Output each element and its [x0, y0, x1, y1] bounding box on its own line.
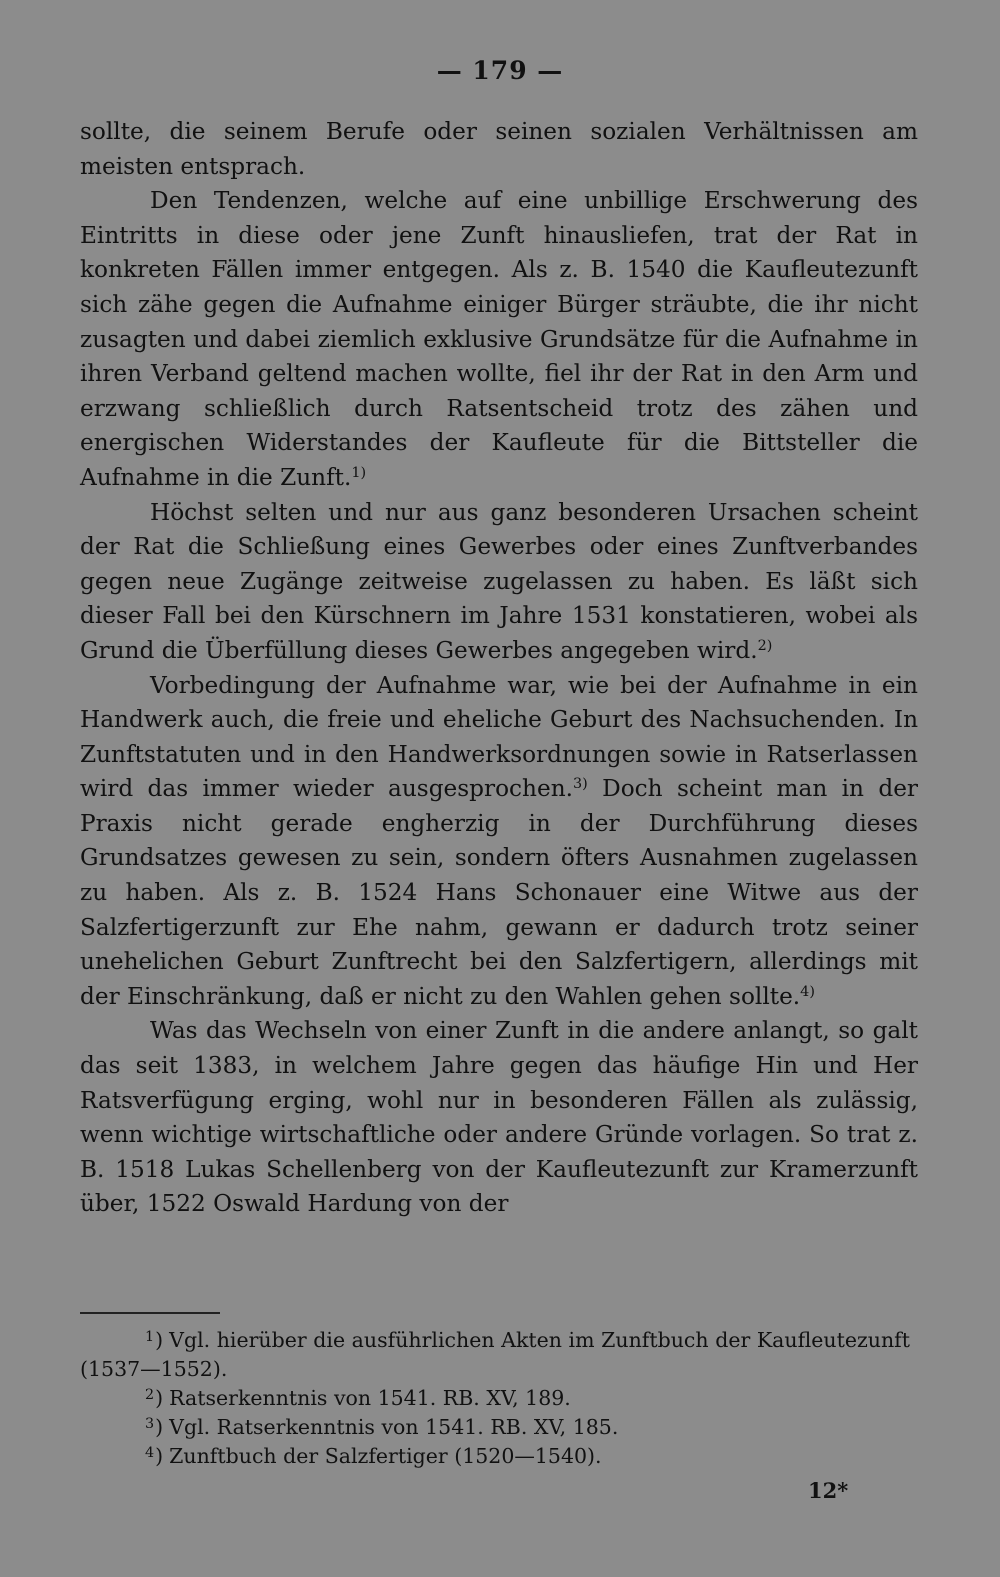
footnote-3 [80, 1413, 910, 1442]
footnote-4-text: Zunftbuch der Salzfertiger (1520—1540). [169, 1444, 602, 1468]
paragraph-5 [80, 1014, 918, 1222]
footnote-4-mark: 4 [145, 1444, 155, 1461]
footnote-1-mark: 1 [145, 1328, 155, 1345]
footnote-divider [80, 1312, 220, 1314]
footnote-4-paren: ) [155, 1444, 164, 1468]
paragraph-1 [80, 115, 918, 184]
paragraph-1-text: sollte, die seinem Berufe oder seinen sozialen Verhältnissen am meisten entsprach. [80, 118, 918, 180]
footnote-ref-3: 3) [573, 776, 588, 793]
footnote-3-text: Vgl. Ratserkenntnis von 1541. RB. XV, 185. [169, 1415, 619, 1439]
footnote-4 [80, 1442, 910, 1471]
paragraph-5-text: Was das Wechseln von einer Zunft in die andere anlangt, so galt das seit 1383, in welchem Jahre gegen das häufige Hin und Her Ratsverfügung erging, wohl nur in besonderen Fällen als zulässig, wenn wichtige wirtschaftliche oder andere Gründe vorlagen. So trat z. B. 1518 Lukas Schellenberg von der Kaufleutezunft zur Kramerzunft über, 1522 Oswald Hardung von der [80, 1017, 918, 1218]
paragraph-2 [80, 184, 918, 495]
footnote-ref-2: 2) [757, 638, 773, 654]
footnote-ref-1: 1) [351, 465, 367, 482]
page-number: — 179 — [436, 56, 564, 85]
paragraph-3 [80, 496, 918, 669]
signature-mark: 12* [808, 1478, 849, 1503]
footnote-1-paren: ) [155, 1328, 164, 1352]
footnote-3-mark: 3 [145, 1415, 155, 1432]
paragraph-4-text-cont: Doch scheint man in der Praxis nicht gerade engherzig in der Durchführung dieses Grundsatzes gewesen zu sein, sondern öfters Ausnahmen zugelassen zu haben. Als z. B. 1524 Hans Schonauer eine Witwe aus der Salzfertigerzunft zur Ehe nahm, gewann er dadurch trotz seiner unehelichen Geburt Zunftrecht bei den Salzfertigern, allerdings mit der Einschränkung, daß er nicht zu den Wahlen gehen sollte. [80, 775, 919, 1010]
footnote-1 [80, 1326, 910, 1384]
footnote-2-text: Ratserkenntnis von 1541. RB. XV, 189. [169, 1386, 571, 1410]
main-text [80, 115, 918, 1222]
footnotes [80, 1326, 910, 1471]
footnote-2-paren: ) [155, 1386, 164, 1410]
paragraph-2-text: Den Tendenzen, welche auf eine unbillige Erschwerung des Eintritts in diese oder jene Zunft hinausliefen, trat der Rat in konkreten Fällen immer entgegen. Als z. B. 1540 die Kaufleutezunft sich zähe gegen die Aufnahme einiger Bürger sträubte, die ihr nicht zusagten und dabei ziemlich exklusive Grundsätze für die Aufnahme in ihren Verband geltend machen wollte, fiel ihr der Rat in den Arm und erzwang schließlich durch Ratsentscheid trotz des zähen und energischen Widerstandes der Kaufleute für die Bittsteller die Aufnahme in die Zunft. [80, 187, 918, 491]
paragraph-3-text: Höchst selten und nur aus ganz besonderen Ursachen scheint der Rat die Schließung eines Gewerbes oder eines Zunftverbandes gegen neue Zugänge zeitweise zugelassen zu haben. Es läßt sich dieser Fall bei den Kürschnern im Jahre 1531 konstatieren, wobei als Grund die Überfüllung dieses Gewerbes angegeben wird. [80, 498, 918, 664]
paragraph-4-text: Vorbedingung der Aufnahme war, wie bei der Aufnahme in ein Handwerk auch, die freie und eheliche Geburt des Nachsuchenden. In Zunftstatuten und in den Handwerksordnungen sowie in Ratserlassen wird das immer wieder ausgesprochen. [80, 671, 918, 803]
paragraph-4 [80, 669, 918, 1015]
footnote-1-text: Vgl. hierüber die ausführlichen Akten im Zunftbuch der Kaufleutezunft (1537—1552). [80, 1328, 910, 1381]
footnote-ref-4: 4) [800, 983, 815, 1000]
footnote-2 [80, 1384, 910, 1413]
footnote-2-mark: 2 [145, 1386, 155, 1403]
footnote-3-paren: ) [155, 1415, 164, 1439]
